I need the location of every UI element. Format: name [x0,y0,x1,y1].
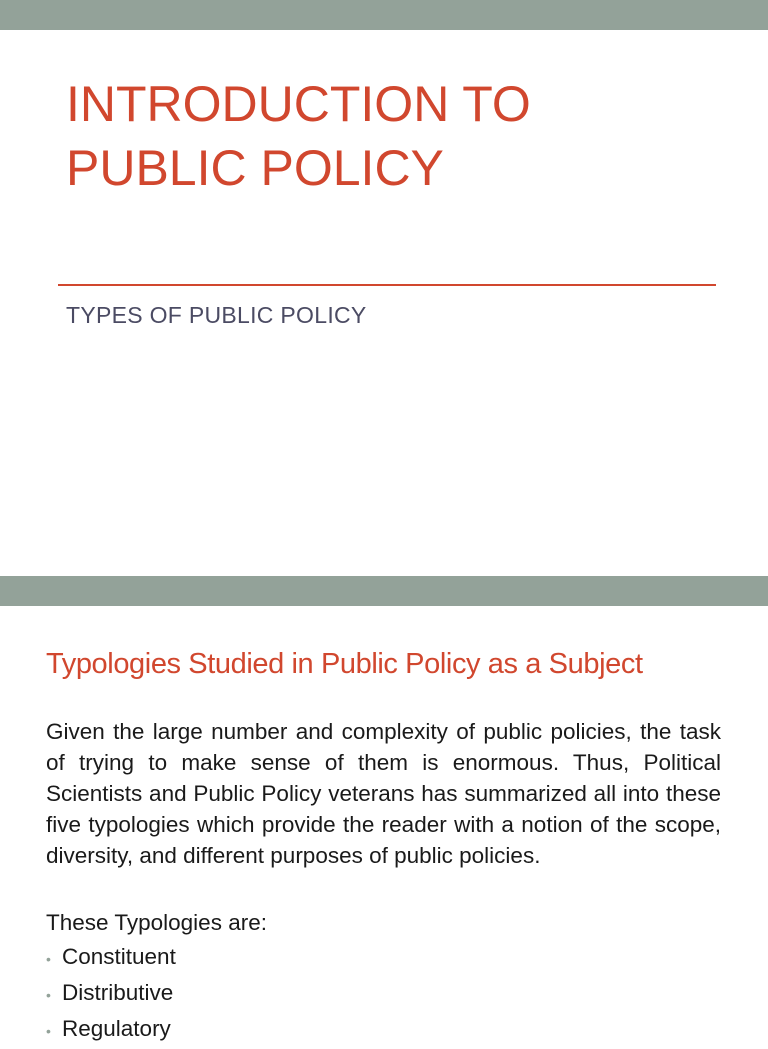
slide-subtitle: TYPES OF PUBLIC POLICY [66,302,367,328]
typologies-intro: These Typologies are: [46,910,267,935]
slide-1-top-bar [0,0,768,30]
slide-title-line-2: PUBLIC POLICY [66,140,444,196]
list-item [46,941,176,977]
list-item-label: Regulatory [62,1016,171,1041]
title-divider [58,284,716,286]
slide-title-line-1: INTRODUCTION TO [66,76,531,132]
list-item-label: Constituent [62,944,176,969]
bullet-icon: • [46,987,51,1003]
bullet-icon: • [46,1023,51,1039]
list-item-label: Distributive [62,980,174,1005]
slide-2 [0,576,768,1041]
slide-title [66,72,726,200]
typologies-list [46,941,176,1049]
bullet-icon: • [46,951,51,967]
slide-2-top-bar [0,576,768,606]
slide-heading: Typologies Studied in Public Policy as a Subject [46,648,643,680]
list-item [46,977,176,1013]
body-paragraph: Given the large number and complexity of public policies, the task of trying to make sense of them is enormous. Thus, Political Scientists and Public Policy veterans has summarized all into these five typologies which provide the reader with a notion of the scope, diversity, and different purposes of public policies. [46,719,721,868]
list-item [46,1013,176,1049]
